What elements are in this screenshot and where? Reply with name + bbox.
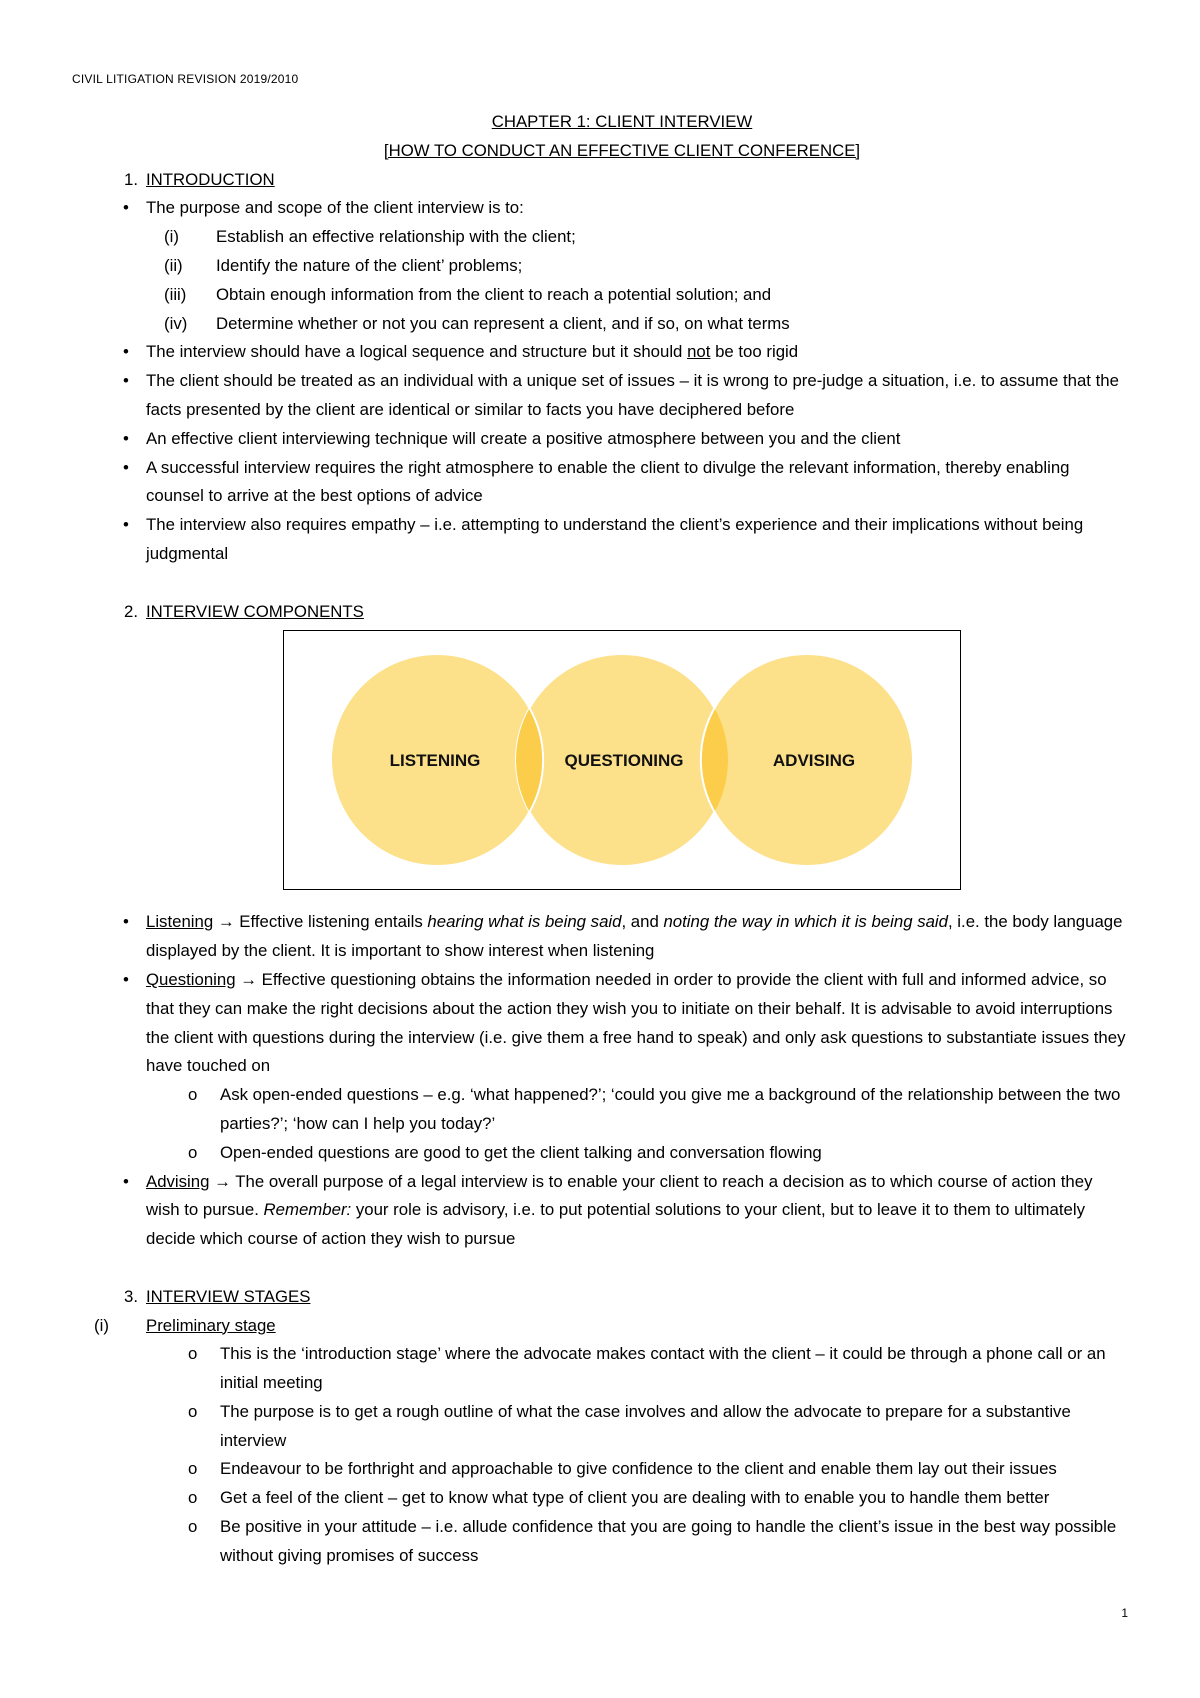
bullet-icon: • bbox=[123, 912, 129, 932]
chapter-title: CHAPTER 1: CLIENT INTERVIEW bbox=[491, 112, 753, 131]
bullet-item: • Advising → The overall purpose of a legal interview is to enable your client to reach a decision as to which course of action they wish to pursue. Remember: your role is advisory, i.e. to put potential solutions to your client, but to leave it to them to ultimately decide which course of action they wish to pursue bbox=[114, 1168, 1130, 1254]
bullet-item: • Questioning → Effective questioning obtains the information needed in order to provide the client with full and informed advice, so that they can make the right decisions about the action they wish you to initiate on their behalf. It is advisable to avoid interruptions the client with questions during the interview (i.e. give them a free hand to speak) and only ask questions to substantiate issues they have touched on bbox=[114, 966, 1130, 1081]
subsection-title: Preliminary stage bbox=[146, 1315, 276, 1335]
circle-bullet-icon: o bbox=[188, 1488, 198, 1508]
section-3-heading bbox=[114, 1283, 1130, 1312]
page-number: 1 bbox=[1121, 1606, 1128, 1620]
subsection-number: (i) bbox=[94, 1315, 109, 1335]
circle-bullet-icon: o bbox=[188, 1459, 198, 1479]
sub-bullet-item: o Be positive in your attitude – i.e. allude confidence that you are going to handle the client’s issue in the best way possible without giving promises of success bbox=[114, 1513, 1130, 1571]
sub-bullet-item: o Open-ended questions are good to get the client talking and conversation flowing bbox=[114, 1139, 1130, 1168]
venn-label-listening: LISTENING bbox=[389, 751, 481, 771]
sub-bullet-item: o The purpose is to get a rough outline of what the case involves and allow the advocate to prepare for a substantive interview bbox=[114, 1398, 1130, 1456]
venn-svg bbox=[284, 631, 960, 889]
numbered-item: (i) Establish an effective relationship with the client; bbox=[164, 227, 576, 247]
bullet-icon: • bbox=[123, 428, 129, 448]
venn-label-questioning: QUESTIONING bbox=[564, 751, 684, 771]
bullet-item: • The interview should have a logical sequence and structure but it should not be too rigid bbox=[114, 338, 1130, 367]
bullet-item: • The purpose and scope of the client interview is to: bbox=[114, 194, 1130, 223]
document-body bbox=[94, 108, 1130, 1571]
chapter-subtitle: [HOW TO CONDUCT AN EFFECTIVE CLIENT CONFERENCE] bbox=[383, 140, 861, 160]
bullet-icon: • bbox=[123, 198, 129, 218]
sub-bullet-item: o Endeavour to be forthright and approachable to give confidence to the client and enable them lay out their issues bbox=[114, 1455, 1130, 1484]
bullet-item: • An effective client interviewing technique will create a positive atmosphere between you and the client bbox=[114, 425, 1130, 454]
section-number: 2. bbox=[124, 601, 138, 621]
running-header: CIVIL LITIGATION REVISION 2019/2010 bbox=[72, 72, 299, 86]
numbered-item: (iv) Determine whether or not you can represent a client, and if so, on what terms bbox=[164, 313, 790, 333]
bullet-icon: • bbox=[123, 969, 129, 989]
circle-bullet-icon: o bbox=[188, 1344, 198, 1364]
sub-bullet-item: o This is the ‘introduction stage’ where the advocate makes contact with the client – it could be through a phone call or an initial meeting bbox=[114, 1340, 1130, 1398]
section-number: 3. bbox=[124, 1286, 138, 1306]
bullet-item: • Listening → Effective listening entails hearing what is being said, and noting the way in which it is being said, i.e. the body language displayed by the client. It is important to show interest when listening bbox=[114, 908, 1130, 966]
circle-bullet-icon: o bbox=[188, 1401, 198, 1421]
section-1-heading bbox=[114, 166, 1130, 195]
section-number: 1. bbox=[124, 169, 138, 189]
numbered-item: (iii) Obtain enough information from the client to reach a potential solution; and bbox=[164, 284, 772, 304]
section-title: INTERVIEW COMPONENTS bbox=[146, 601, 364, 621]
bullet-icon: • bbox=[123, 515, 129, 535]
venn-label-advising: ADVISING bbox=[772, 751, 856, 771]
bullet-icon: • bbox=[123, 1171, 129, 1191]
section-title: INTRODUCTION bbox=[146, 169, 275, 189]
bullet-item: • A successful interview requires the right atmosphere to enable the client to divulge the relevant information, thereby enabling counsel to arrive at the best options of advice bbox=[114, 454, 1130, 512]
bullet-icon: • bbox=[123, 371, 129, 391]
subsection-heading bbox=[94, 1312, 1130, 1341]
circle-bullet-icon: o bbox=[188, 1085, 198, 1105]
circle-bullet-icon: o bbox=[188, 1142, 198, 1162]
section-title: INTERVIEW STAGES bbox=[146, 1286, 311, 1306]
sub-bullet-item: o Get a feel of the client – get to know what type of client you are dealing with to enable you to handle them better bbox=[114, 1484, 1130, 1513]
bullet-item: • The interview also requires empathy – i.e. attempting to understand the client’s experience and their implications without being judgmental bbox=[114, 511, 1130, 569]
bullet-icon: • bbox=[123, 457, 129, 477]
circle-bullet-icon: o bbox=[188, 1517, 198, 1537]
section-2-heading bbox=[114, 598, 1130, 627]
venn-diagram bbox=[283, 630, 961, 890]
bullet-icon: • bbox=[123, 342, 129, 362]
sub-bullet-item: o Ask open-ended questions – e.g. ‘what happened?’; ‘could you give me a background of the relationship between the two parties?’; ‘how can I help you today?’ bbox=[114, 1081, 1130, 1139]
numbered-item: (ii) Identify the nature of the client’ problems; bbox=[164, 255, 523, 275]
bullet-item: • The client should be treated as an individual with a unique set of issues – it is wrong to pre-judge a situation, i.e. to assume that the facts presented by the client are identical or similar to facts you have deciphered before bbox=[114, 367, 1130, 425]
